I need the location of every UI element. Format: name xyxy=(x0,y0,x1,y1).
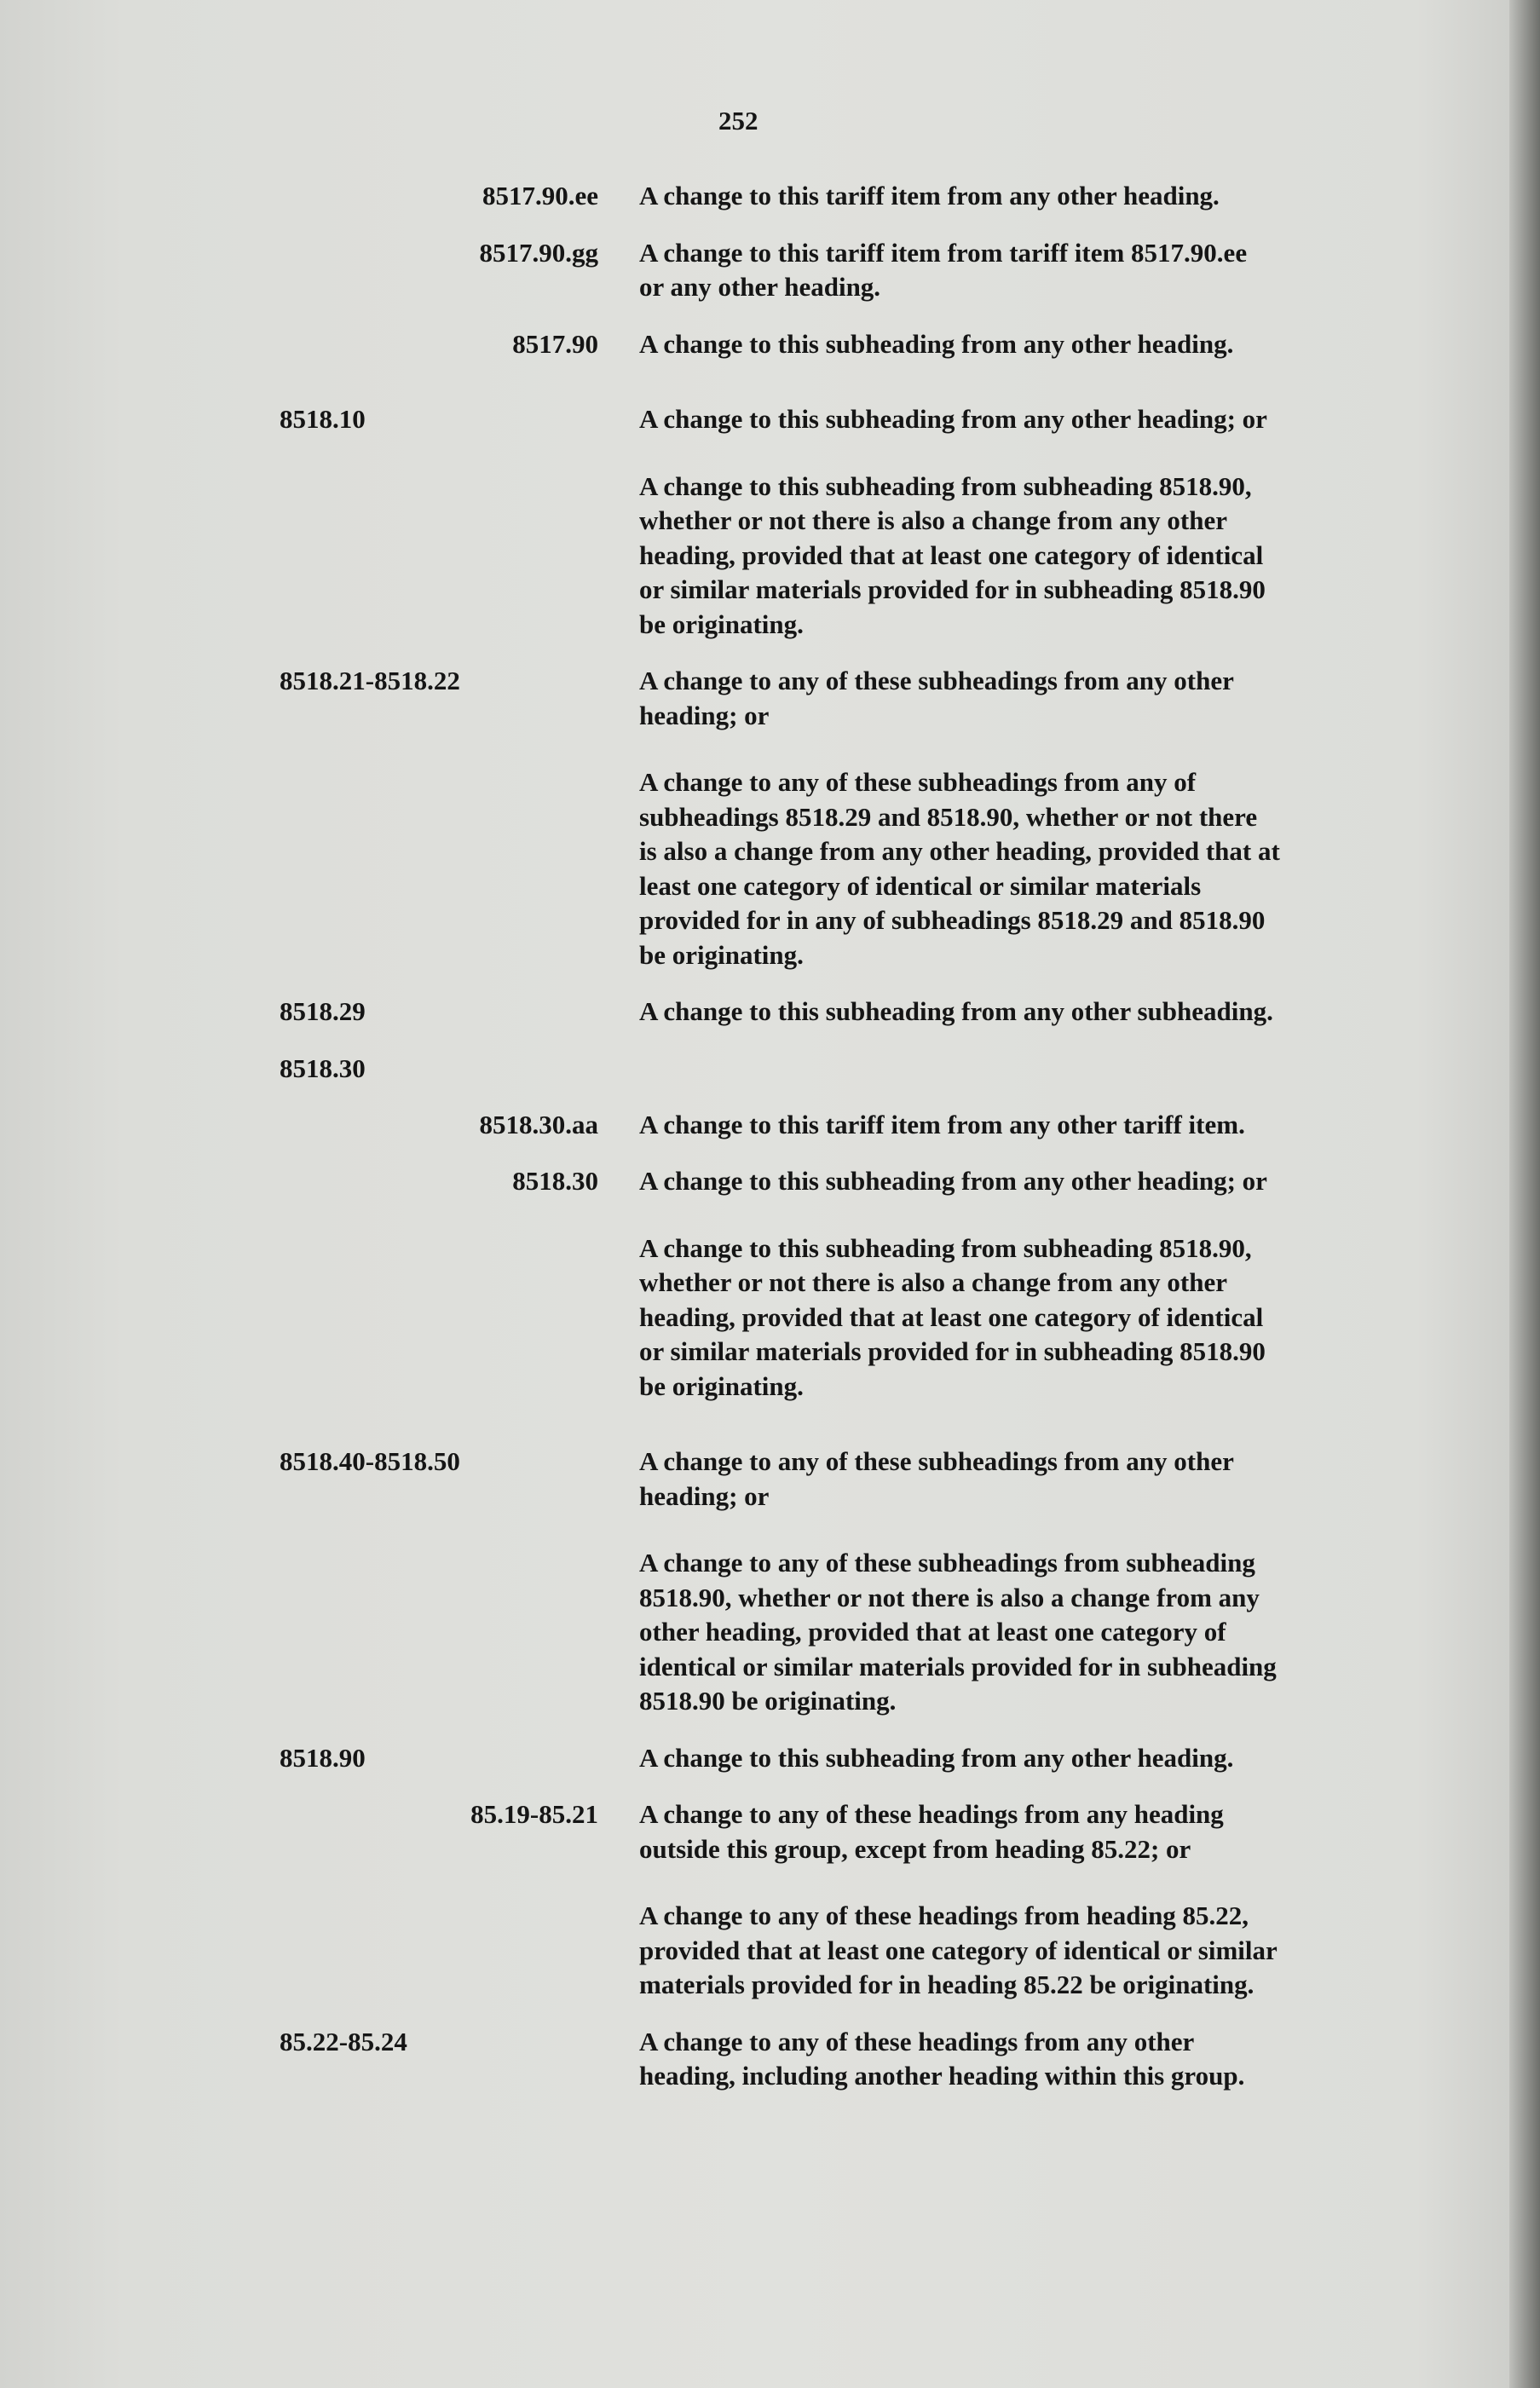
page-edge-shadow xyxy=(1509,0,1540,2388)
tariff-entry xyxy=(256,1164,1381,1404)
rule-text: A change to any of these subheadings from any other heading; or xyxy=(639,1446,1234,1511)
rule-text: A change to this tariff item from any other tariff item. xyxy=(639,1109,1245,1139)
tariff-code: 8518.30.aa xyxy=(479,1109,598,1139)
rule-text: A change to any of these headings from any other heading, including another heading within this group. xyxy=(639,2026,1245,2091)
tariff-entry xyxy=(256,402,1381,642)
rule-text: A change to this subheading from any other heading. xyxy=(639,1742,1234,1773)
tariff-entry xyxy=(256,236,1381,305)
tariff-entry xyxy=(256,1741,1381,1776)
tariff-entry xyxy=(256,2025,1381,2094)
tariff-code: 8518.29 xyxy=(280,996,366,1026)
tariff-code: 8517.90.gg xyxy=(479,237,598,268)
tariff-code: 8518.40-8518.50 xyxy=(280,1446,460,1476)
rule-text: A change to this subheading from any other heading; or xyxy=(639,1166,1267,1196)
tariff-entry xyxy=(256,1445,1381,1719)
tariff-code: 85.19-85.21 xyxy=(470,1799,598,1829)
rule-text: A change to this subheading from any other heading. xyxy=(639,328,1234,359)
rule-text: A change to any of these headings from heading 85.22, provided that at least one category of identical or similar materials provided for in heading 85.22 be originating. xyxy=(639,1901,1278,1999)
tariff-code: 8517.90.ee xyxy=(482,181,598,211)
page-number: 252 xyxy=(718,106,758,136)
tariff-code: 85.22-85.24 xyxy=(280,2026,407,2056)
tariff-entry xyxy=(256,664,1381,972)
tariff-entry xyxy=(256,1108,1381,1143)
rule-text: A change to this subheading from any other heading; or xyxy=(639,404,1267,434)
tariff-entry xyxy=(256,1052,1381,1086)
rule-text: A change to this tariff item from tariff item 8517.90.ee or any other heading. xyxy=(639,237,1248,302)
rule-text: A change to any of these subheadings from any other heading; or xyxy=(639,666,1234,730)
tariff-rules-list xyxy=(256,179,1381,2116)
rule-text: A change to any of these headings from any heading outside this group, except from heading 85.22; or xyxy=(639,1799,1224,1864)
tariff-entry xyxy=(256,1797,1381,2003)
rule-text: A change to this subheading from subheading 8518.90, whether or not there is also a change from any other heading, provided that at least one category of identical or similar materials provided for in subheading 8518.90 be originating. xyxy=(639,470,1266,639)
tariff-code: 8518.30 xyxy=(280,1053,366,1083)
tariff-entry xyxy=(256,327,1381,362)
tariff-code: 8518.90 xyxy=(280,1742,366,1773)
tariff-code: 8518.21-8518.22 xyxy=(280,666,460,695)
tariff-code: 8518.30 xyxy=(512,1166,598,1196)
rule-text: A change to any of these subheadings from subheading 8518.90, whether or not there is also a change from any other heading, provided that at least one category of identical or similar materials provided for in subheading 8518.90 be originating. xyxy=(639,1548,1277,1716)
rule-text: A change to this tariff item from any other heading. xyxy=(639,181,1220,211)
tariff-entry xyxy=(256,179,1381,214)
rule-text: A change to this subheading from subheading 8518.90, whether or not there is also a change from any other heading, provided that at least one category of identical or similar materials provided for in subheading 8518.90 be originating. xyxy=(639,1232,1266,1401)
tariff-entry xyxy=(256,995,1381,1030)
rule-text: A change to any of these subheadings from any of subheadings 8518.29 and 8518.90, whether or not there is also a change from any other heading, provided that at least one category of identical or similar materials provided for in any of subheadings 8518.29 and 8518.90 be originating. xyxy=(639,767,1280,970)
tariff-code: 8517.90 xyxy=(512,328,598,359)
tariff-code: 8518.10 xyxy=(280,404,366,434)
rule-text: A change to this subheading from any other subheading. xyxy=(639,996,1273,1026)
